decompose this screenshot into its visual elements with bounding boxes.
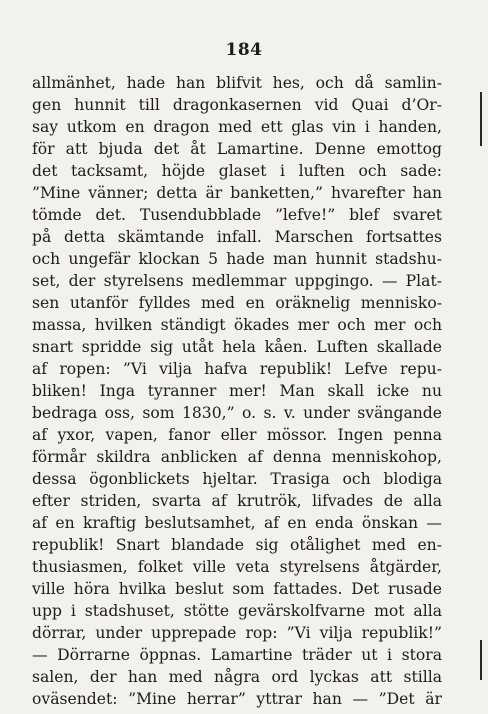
text-line: förmår skildra anblicken af denna menniskohop, [32, 448, 442, 466]
text-line: salen, der han med några ord lyckas att stilla [32, 668, 442, 686]
page-number: 184 [225, 40, 263, 60]
text-line: ville höra hvilka beslut som fattades. Det rusade [32, 580, 442, 598]
text-line: oväsendet: ”Mine herrar” yttrar han — ”Det är [32, 690, 442, 708]
text-line: af yxor, vapen, fanor eller mössor. Ingen penna [32, 426, 442, 444]
text-line: say utkom en dragon med ett glas vin i handen, [32, 118, 442, 136]
text-line: upp i stadshuset, stötte gevärskolfvarne mot alla [32, 602, 442, 620]
text-line: ”Mine vänner; detta är banketten,” hvarefter han [32, 184, 442, 202]
text-line: gen hunnit till dragonkasernen vid Quai d’Or- [32, 96, 442, 114]
text-line: och ungefär klockan 5 hade man hunnit stadshu- [32, 250, 442, 268]
text-line: bliken! Inga tyranner mer! Man skall icke nu [32, 382, 442, 400]
text-line: på detta skämtande infall. Marschen fortsattes [32, 228, 442, 246]
text-line: af en kraftig beslutsamhet, af en enda önskan — [32, 514, 442, 532]
text-line: bedraga oss, som 1830,” o. s. v. under svängande [32, 404, 442, 422]
text-line: dörrar, under upprepade rop: ”Vi vilja republik!” [32, 624, 442, 642]
page-edge-mark [480, 92, 482, 146]
text-line: snart spridde sig utåt hela kåen. Luften skallade [32, 338, 442, 356]
text-line: efter striden, svarta af krutrök, lifvades de alla [32, 492, 442, 510]
text-line: republik! Snart blandade sig otålighet med en- [32, 536, 442, 554]
text-line: allmänhet, hade han blifvit hes, och då samlin- [32, 74, 442, 92]
text-line: det tacksamt, höjde glaset i luften och sade: [32, 162, 442, 180]
body-text [32, 72, 442, 710]
text-line: thusiasmen, folket ville veta styrelsens åtgärder, [32, 558, 442, 576]
text-line: tömde det. Tusendubblade ”lefve!” blef svaret [32, 206, 442, 224]
text-line: — Dörrarne öppnas. Lamartine träder ut i stora [32, 646, 442, 664]
page-edge-mark [480, 640, 482, 680]
text-line: dessa ögonblickets hjeltar. Trasiga och blodiga [32, 470, 442, 488]
text-line: för att bjuda det åt Lamartine. Denne emottog [32, 140, 442, 158]
text-line: af ropen: ”Vi vilja hafva republik! Lefve repu- [32, 360, 442, 378]
text-line: set, der styrelsens medlemmar uppgingo. — Plat- [32, 272, 442, 290]
text-line: sen utanför fylldes med en oräknelig mennisko- [32, 294, 442, 312]
text-line: massa, hvilken ständigt ökades mer och mer och [32, 316, 442, 334]
